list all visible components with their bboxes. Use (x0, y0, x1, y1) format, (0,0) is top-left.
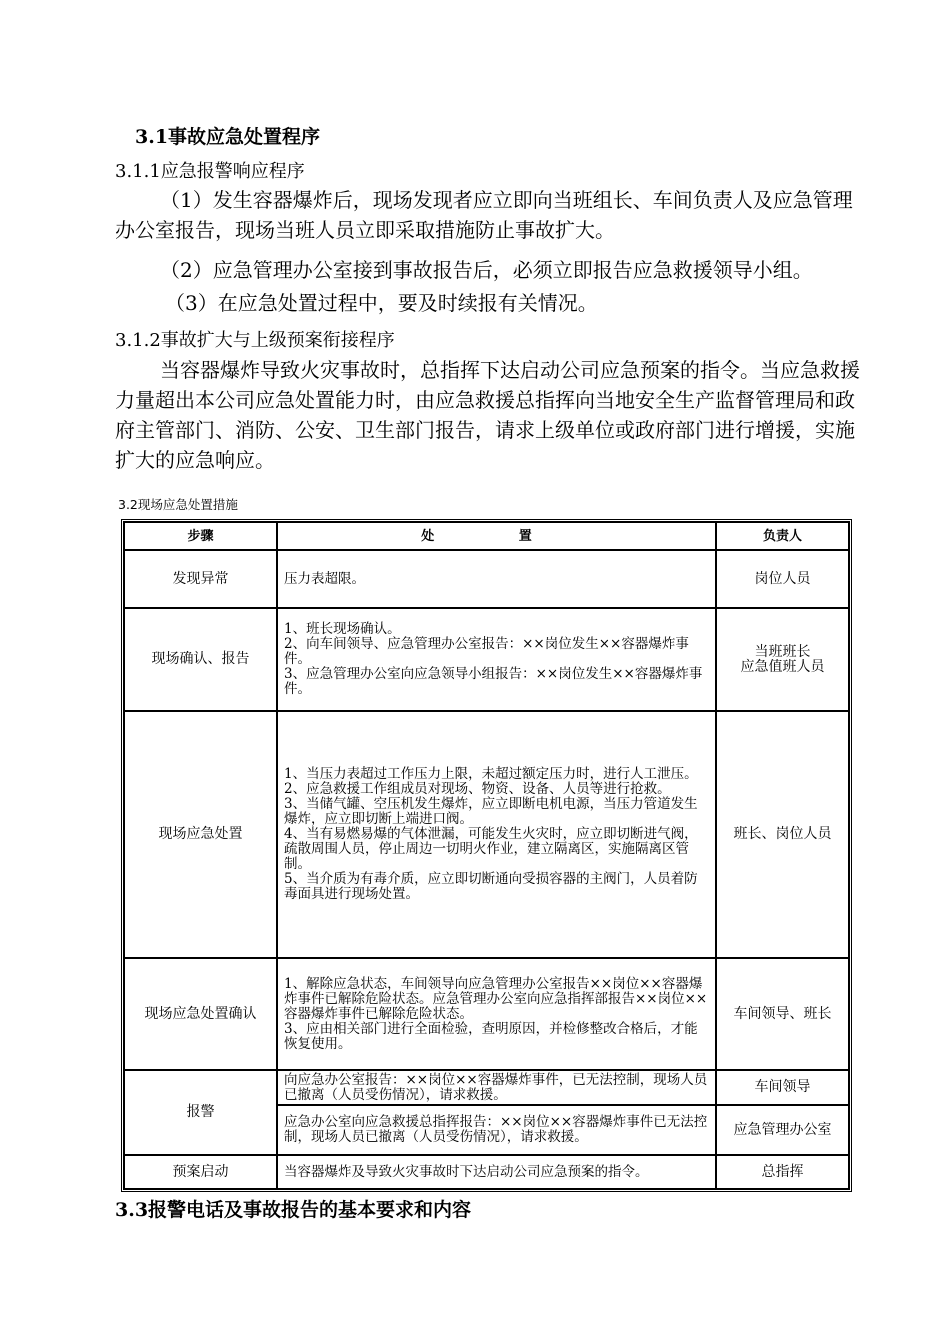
owner-cell (716, 711, 849, 958)
action-line: 5、当介质为有毒介质，应立即切断通向受损容器的主阀门，人员着防毒面具进行现场处置。 (284, 871, 698, 902)
action-cell (277, 1105, 716, 1155)
owner-line: 当班班长 (754, 643, 811, 660)
owner-line: 车间领导 (754, 1079, 811, 1095)
step-cell: 预案启动 (124, 1155, 277, 1189)
action-line: 1、班长现场确认。 (284, 621, 401, 637)
table-row (124, 958, 849, 1070)
action-cell (277, 958, 716, 1070)
paragraph-alarm-2: （2）应急管理办公室接到事故报告后，必须立即报告应急救援领导小组。 (160, 258, 813, 282)
step-cell: 发现异常 (124, 550, 277, 608)
action-line: 3、当储气罐、空压机发生爆炸，应立即断电机电源，当压力管道发生爆炸，应立即切断上端进口阀。 (284, 796, 698, 827)
table-row (124, 711, 849, 958)
owner-cell (716, 958, 849, 1070)
header-action: 处 置 (277, 522, 716, 550)
owner-line: 应急值班人员 (740, 658, 825, 675)
section-3-3-heading: 3.3报警电话及事故报告的基本要求和内容 (115, 1199, 472, 1221)
owner-line: 班长、岗位人员 (733, 826, 832, 842)
owner-cell (716, 608, 849, 711)
owner-line: 应急管理办公室 (733, 1121, 832, 1138)
step-cell: 报警 (124, 1070, 277, 1155)
owner-line: 岗位人员 (754, 570, 811, 587)
action-line: 3、应由相关部门进行全面检验，查明原因，并检修整改合格后，才能恢复使用。 (284, 1020, 698, 1052)
action-cell (277, 608, 716, 711)
owner-cell (716, 1070, 849, 1105)
table-row (124, 608, 849, 711)
action-line: 向应急办公室报告：××岗位××容器爆炸事件，已无法控制，现场人员已撤离（人员受伤情况），请求救援。 (284, 1071, 708, 1103)
action-cell (277, 1070, 716, 1105)
table-row (124, 1155, 849, 1189)
action-line: 2、向车间领导、应急管理办公室报告：××岗位发生××容器爆炸事件。 (284, 636, 689, 667)
table-row (124, 1070, 849, 1105)
action-line: 应急办公室向应急救援总指挥报告：××岗位××容器爆炸事件已无法控制，现场人员已撤离（人员受伤情况），请求救援。 (284, 1114, 708, 1145)
action-line: 2、应急救援工作组成员对现场、物资、设备、人员等进行抢救。 (284, 781, 671, 797)
owner-cell (716, 1105, 849, 1155)
step-cell: 现场应急处置 (124, 711, 277, 958)
action-cell (277, 711, 716, 958)
section-3-1-heading: 3.1事故应急处置程序 (135, 126, 321, 148)
step-cell: 现场应急处置确认 (124, 958, 277, 1070)
table-header-row (124, 522, 849, 550)
paragraph-alarm-1: （1）发生容器爆炸后，现场发现者应立即向当班组长、车间负责人及应急管理办公室报告，现场当班人员立即采取措施防止事故扩大。 (115, 188, 853, 242)
measures-table (121, 519, 852, 1192)
owner-line: 总指挥 (761, 1163, 804, 1180)
step-cell: 现场确认、报告 (124, 608, 277, 711)
owner-cell (716, 1155, 849, 1189)
owner-cell (716, 550, 849, 608)
section-3-1-2-heading: 3.1.2事故扩大与上级预案衔接程序 (115, 330, 395, 351)
action-line: 压力表超限。 (284, 570, 365, 587)
action-line: 1、当压力表超过工作压力上限，未超过额定压力时，进行人工泄压。 (284, 766, 698, 782)
action-line: 4、当有易燃易爆的气体泄漏，可能发生火灾时，应立即切断进气阀，疏散周围人员，停止周边一切明火作业，建立隔离区，实施隔离区管制。 (284, 826, 698, 872)
table-row (124, 550, 849, 608)
action-line: 1、解除应急状态，车间领导向应急管理办公室报告××岗位××容器爆炸事件已解除危险状态。应急管理办公室向应急指挥部报告××岗位××容器爆炸事件已解除危险状态。 (284, 975, 708, 1022)
action-line: 3、应急管理办公室向应急领导小组报告：××岗位发生××容器爆炸事件。 (284, 666, 703, 697)
header-step: 步骤 (124, 522, 277, 550)
owner-line: 车间领导、班长 (733, 1005, 832, 1022)
action-cell (277, 550, 716, 608)
section-3-1-1-heading: 3.1.1应急报警响应程序 (115, 161, 305, 182)
header-owner: 负责人 (716, 522, 849, 550)
paragraph-escalation: 当容器爆炸导致火灾事故时，总指挥下达启动公司应急预案的指令。当应急救援力量超出本公司应急处置能力时，由应急救援总指挥向当地安全生产监督管理局和政府主管部门、消防、公安、卫生部门报告，请求上级单位或政府部门进行增援，实施扩大的应急响应。 (115, 358, 860, 472)
paragraph-alarm-3: （3）在应急处置过程中，要及时续报有关情况。 (165, 291, 598, 315)
action-line: 当容器爆炸及导致火灾事故时下达启动公司应急预案的指令。 (284, 1163, 649, 1180)
section-3-2-heading: 3.2现场应急处置措施 (118, 497, 238, 512)
action-cell (277, 1155, 716, 1189)
